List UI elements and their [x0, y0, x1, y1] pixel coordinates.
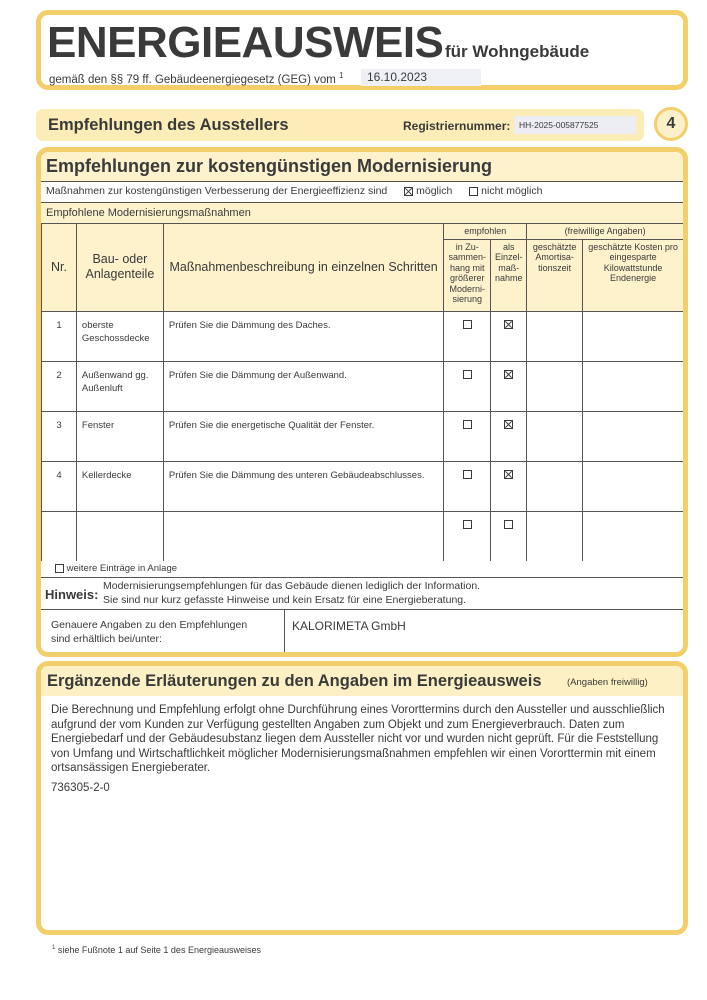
cell-payback: [527, 311, 583, 361]
cell-individual: [491, 411, 527, 461]
cell-description: [163, 511, 443, 561]
col-header-payback: geschätzte Amortisa-tionszeit: [527, 239, 583, 311]
option-possible-label: möglich: [416, 185, 453, 197]
divider: [284, 610, 285, 657]
measures-text: Maßnahmen zur kostengünstigen Verbesserung der Energieeffizienz sind: [46, 185, 388, 197]
footnote-ref: 1: [339, 71, 344, 80]
checkbox-empty-icon[interactable]: [463, 420, 472, 429]
document-subtitle: für Wohngebäude: [445, 42, 590, 61]
issuer-recommendations-bar: [36, 109, 644, 141]
certificate-title-box: [36, 10, 688, 90]
col-header-optional: (freiwillige Angaben): [527, 224, 684, 240]
cell-description: Prüfen Sie die Dämmung des unteren Gebäudeabschlusses.: [163, 461, 443, 511]
details-value: KALORIMETA GmbH: [292, 619, 406, 633]
modernization-title: Empfehlungen zur kostengünstigen Modernisierung: [46, 156, 493, 176]
cell-cost: [583, 361, 684, 411]
footnote: [52, 945, 261, 955]
cell-cost: [583, 311, 684, 361]
table-row: [42, 461, 684, 511]
cell-component: oberste Geschossdecke: [76, 311, 163, 361]
col-header-description: Maßnahmenbeschreibung in einzelnen Schritten: [163, 224, 443, 312]
checkbox-checked-icon[interactable]: [504, 320, 513, 329]
page-number-badge: 4: [654, 107, 688, 141]
option-not-possible[interactable]: [469, 185, 542, 197]
checkbox-empty-icon[interactable]: [504, 520, 513, 529]
measures-possibility-row: [41, 182, 683, 202]
explanations-body: Die Berechnung und Empfehlung erfolgt ohne Durchführung eines Vororttermins durch den Aussteller und ausschließlich aufgrund der vom Kunden zur Verfügung gestellten Angaben zum Objekt und zum Energieverbrauch. Daten zum Energiebedarf und der Gebäudesubstanz liegen dem Aussteller nicht vor und wurden nicht geprüft. Für die Feststellung von Umfang und Wirtschaftlichkeit möglicher Modernisierungsmaßnahmen empfehlen wir einen Vororttermin mit einem ortsansässigen Energieberater.: [51, 704, 665, 774]
cell-in-context: [444, 361, 491, 411]
cell-nr: [42, 511, 77, 561]
cell-payback: [527, 361, 583, 411]
option-not-possible-label: nicht möglich: [481, 185, 543, 197]
table-row: [42, 511, 684, 561]
checkbox-empty-icon[interactable]: [463, 370, 472, 379]
cell-in-context: [444, 411, 491, 461]
cell-payback: [527, 461, 583, 511]
col-header-recommended: empfohlen: [444, 224, 527, 240]
details-label-line: sind erhältlich bei/unter:: [51, 632, 162, 645]
option-possible[interactable]: [404, 185, 455, 197]
cell-description: Prüfen Sie die energetische Qualität der Fenster.: [163, 411, 443, 461]
cell-nr: 4: [42, 461, 77, 511]
document-title: ENERGIEAUSWEIS: [47, 18, 444, 67]
table-row: [42, 411, 684, 461]
hint-line: Modernisierungsempfehlungen für das Gebäude dienen lediglich der Information.: [103, 580, 481, 592]
cell-individual: [491, 511, 527, 561]
table-row: [42, 361, 684, 411]
cell-in-context: [444, 311, 491, 361]
cell-individual: [491, 461, 527, 511]
col-header-individual: als Einzel-maß-nahme: [491, 239, 527, 311]
cell-individual: [491, 361, 527, 411]
legal-basis-text: gemäß den §§ 79 ff. Gebäudeenergiegesetz (GEG) vom: [49, 73, 336, 86]
checkbox-empty-icon[interactable]: [463, 470, 472, 479]
col-header-nr: Nr.: [42, 224, 77, 312]
explanations-note: (Angaben freiwillig): [567, 677, 648, 688]
table-row: [42, 311, 684, 361]
checkbox-empty-icon[interactable]: [463, 320, 472, 329]
registration-number-field[interactable]: HH-2025-005877525: [514, 116, 636, 134]
checkbox-checked-icon[interactable]: [504, 420, 513, 429]
hint-line: Sie sind nur kurz gefasste Hinweise und kein Ersatz für eine Energieberatung.: [103, 593, 467, 606]
details-label-line: Genauere Angaben zu den Empfehlungen: [51, 619, 248, 631]
modernization-box: [36, 147, 688, 657]
cell-in-context: [444, 461, 491, 511]
cell-component: Außenwand gg. Außenluft: [76, 361, 163, 411]
hint-label: Hinweis:: [45, 587, 99, 602]
cell-individual: [491, 311, 527, 361]
cell-component: [76, 511, 163, 561]
cell-cost: [583, 411, 684, 461]
checkbox-empty-icon[interactable]: [469, 187, 478, 196]
further-entries-row: [41, 561, 683, 577]
cell-payback: [527, 511, 583, 561]
section-title: Empfehlungen des Ausstellers: [48, 116, 289, 134]
registration-label: Registriernummer:: [403, 119, 511, 133]
cell-cost: [583, 511, 684, 561]
footnote-text: siehe Fußnote 1 auf Seite 1 des Energieausweises: [57, 945, 261, 955]
details-label: [51, 619, 247, 646]
cell-component: Fenster: [76, 411, 163, 461]
further-entries-label: weitere Einträge in Anlage: [66, 563, 178, 574]
cell-cost: [583, 461, 684, 511]
cell-description: Prüfen Sie die Dämmung des Daches.: [163, 311, 443, 361]
divider: [41, 202, 683, 203]
details-row: [41, 609, 683, 657]
checkbox-checked-icon[interactable]: [404, 187, 413, 196]
explanations-box: [36, 661, 688, 935]
checkbox-checked-icon[interactable]: [504, 470, 513, 479]
cell-nr: 1: [42, 311, 77, 361]
cell-component: Kellerdecke: [76, 461, 163, 511]
cell-nr: 3: [42, 411, 77, 461]
legal-basis-line: [49, 71, 343, 86]
col-header-in-context: in Zu-sammen-hang mit größerer Moderni-sierung: [444, 239, 491, 311]
checkbox-empty-icon[interactable]: [463, 520, 472, 529]
hint-text: [103, 580, 480, 607]
measures-table: [41, 223, 684, 562]
col-header-cost: geschätzte Kosten pro eingesparte Kilowattstunde Endenergie: [583, 239, 684, 311]
col-header-component: Bau- oder Anlagenteile: [76, 224, 163, 312]
explanations-title: Ergänzende Erläuterungen zu den Angaben im Energieausweis: [47, 672, 542, 690]
hint-row: [41, 577, 683, 609]
checkbox-empty-icon[interactable]: [55, 564, 64, 573]
recommended-measures-label: Empfohlene Modernisierungsmaßnahmen: [46, 207, 251, 219]
cell-description: Prüfen Sie die Dämmung der Außenwand.: [163, 361, 443, 411]
cell-payback: [527, 411, 583, 461]
cell-in-context: [444, 511, 491, 561]
document-code: 736305-2-0: [51, 782, 110, 794]
checkbox-checked-icon[interactable]: [504, 370, 513, 379]
explanations-header: [41, 666, 683, 696]
cell-nr: 2: [42, 361, 77, 411]
footnote-marker: 1: [52, 945, 56, 951]
issue-date-field[interactable]: 16.10.2023: [361, 69, 481, 86]
